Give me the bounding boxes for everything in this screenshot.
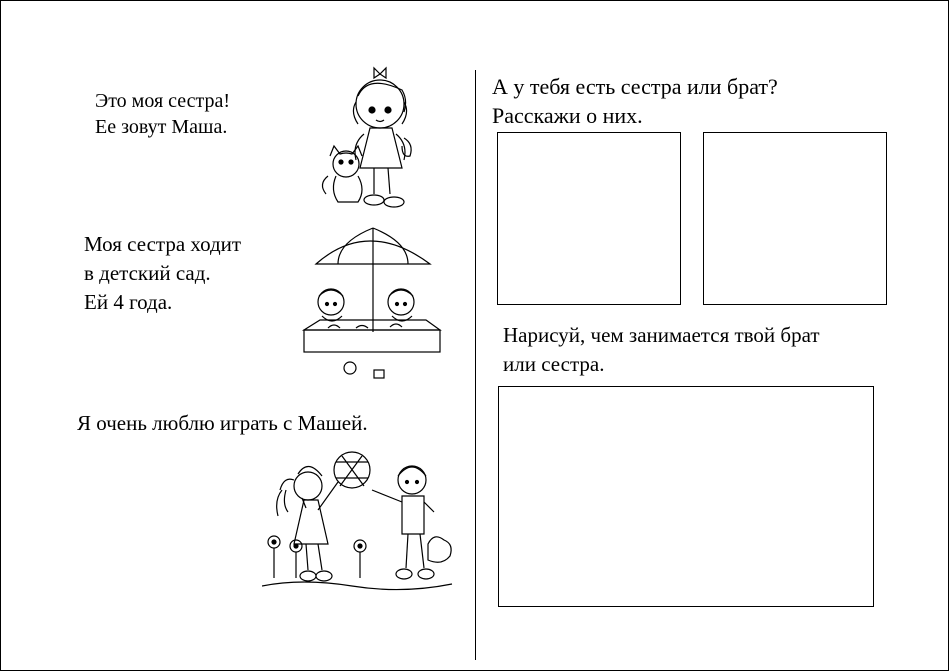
girl-with-cat-illustration	[318, 66, 428, 216]
caption-kindergarten: Моя сестра ходит в детский сад. Ей 4 года.	[84, 232, 242, 314]
caption-play-with-masha: Я очень люблю играть с Машей.	[77, 411, 368, 435]
photo-box-left[interactable]	[497, 132, 681, 305]
drawing-box[interactable]	[498, 386, 874, 607]
task-tell-about-sibling: А у тебя есть сестра или брат? Расскажи о них.	[492, 74, 778, 128]
photo-box-right[interactable]	[703, 132, 887, 305]
caption-sister-name: Это моя сестра! Ее зовут Маша.	[95, 90, 231, 138]
sandbox-illustration	[298, 224, 448, 384]
kids-playing-ball-illustration	[262, 446, 457, 601]
task-draw-sibling: Нарисуй, чем занимается твой брат или сестра.	[503, 323, 820, 376]
column-divider	[475, 70, 476, 660]
